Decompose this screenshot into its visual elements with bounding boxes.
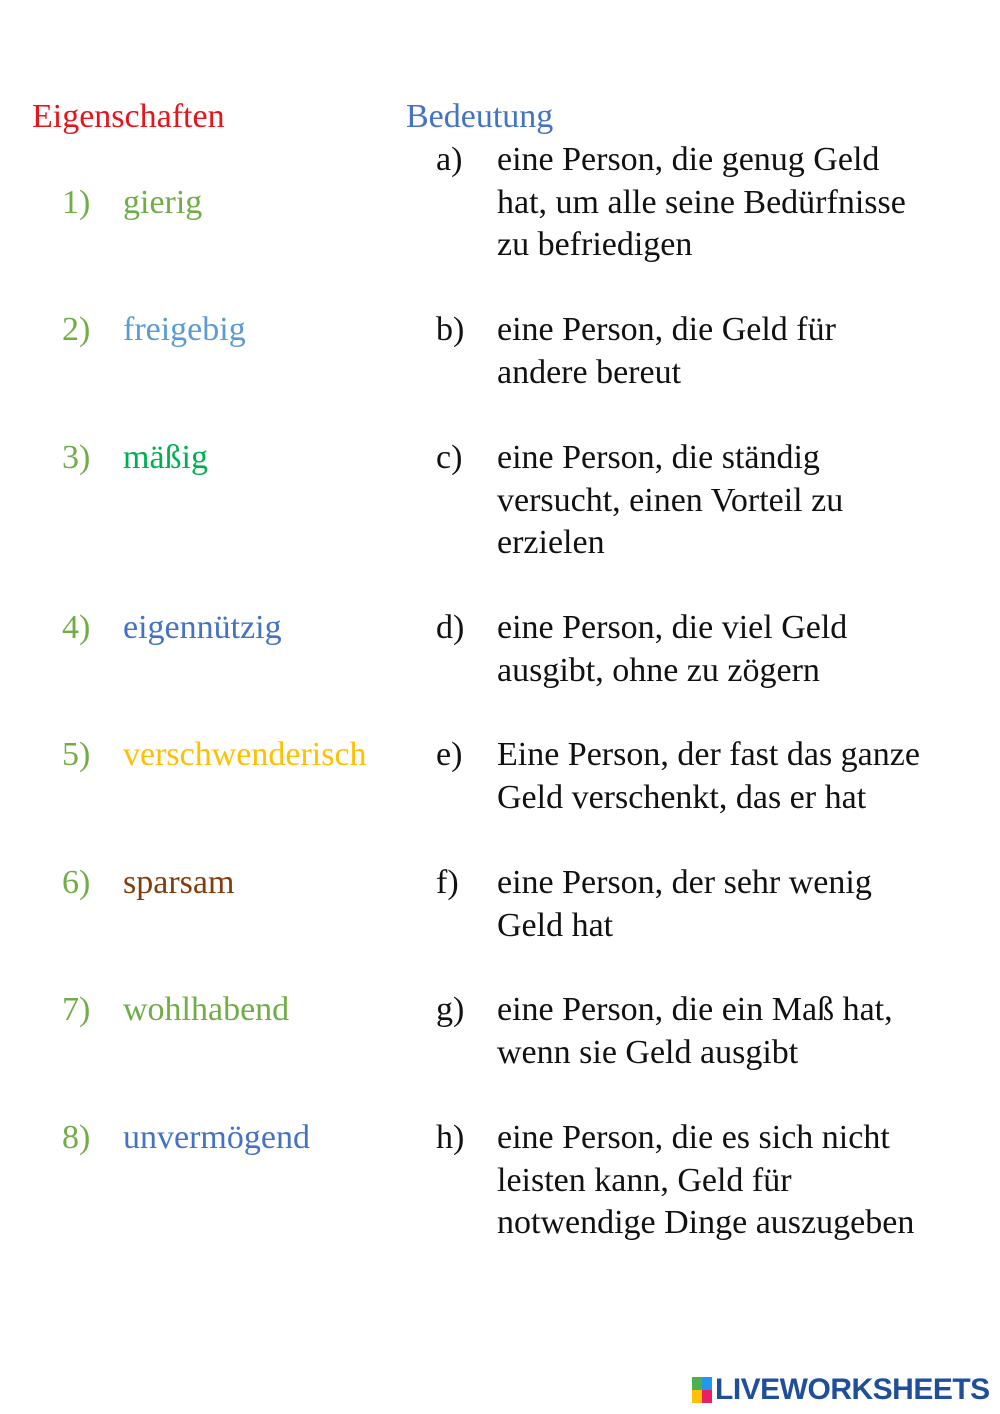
definition-text [497, 309, 967, 394]
definition-letter: g) [436, 991, 465, 1028]
item-number: 6) [62, 864, 91, 901]
definition-text [497, 139, 967, 267]
definition-letter: a) [436, 141, 463, 178]
liveworksheets-logo-icon [692, 1377, 712, 1403]
item-number: 1) [62, 184, 91, 221]
item-number: 4) [62, 609, 91, 646]
definition-line: Eine Person, der fast das ganze [497, 736, 920, 773]
definition-letter: e) [436, 736, 463, 773]
definition-line: eine Person, die viel Geld [497, 609, 848, 646]
item-number: 3) [62, 439, 91, 476]
liveworksheets-logo-text: LIVEWORKSHEETS [715, 1373, 990, 1406]
definition-text [497, 437, 967, 565]
item-word: eigennützig [123, 609, 282, 646]
definition-letter: c) [436, 439, 463, 476]
definition-text [497, 734, 967, 819]
definition-text [497, 607, 967, 692]
item-number: 5) [62, 736, 91, 773]
definition-line: eine Person, die ein Maß hat, [497, 991, 893, 1028]
logo-mark-tile [692, 1390, 702, 1403]
definition-line: eine Person, die genug Geld [497, 141, 880, 178]
definition-line: ausgibt, ohne zu zögern [497, 651, 820, 689]
definition-letter: h) [436, 1119, 465, 1156]
definition-line: eine Person, die Geld für [497, 311, 836, 348]
definition-line: zu befriedigen [497, 226, 693, 263]
item-word: mäßig [123, 439, 208, 476]
item-word: gierig [123, 184, 203, 221]
definition-line: eine Person, der sehr wenig [497, 864, 872, 901]
definition-line: eine Person, die ständig [497, 439, 820, 476]
definition-text [497, 989, 967, 1074]
definition-line: leisten kann, Geld für [497, 1161, 792, 1199]
definition-letter: d) [436, 609, 465, 646]
item-word: verschwenderisch [123, 736, 367, 773]
definition-line: Geld hat [497, 906, 614, 944]
eigenschaften-header: Eigenschaften [32, 98, 225, 135]
definition-line: Geld verschenkt, das er hat [497, 778, 867, 816]
logo-mark-tile [692, 1377, 702, 1390]
item-number: 2) [62, 311, 91, 348]
definition-line: notwendige Dinge auszugeben [497, 1204, 915, 1241]
item-word: freigebig [123, 311, 246, 348]
definition-line: hat, um alle seine Bedürfnisse [497, 183, 906, 221]
definition-line: andere bereut [497, 353, 682, 391]
item-number: 8) [62, 1119, 91, 1156]
definition-text [497, 862, 967, 947]
definition-letter: b) [436, 311, 465, 348]
item-number: 7) [62, 991, 91, 1028]
item-word: sparsam [123, 864, 235, 901]
bedeutung-header: Bedeutung [406, 98, 554, 135]
liveworksheets-logo [692, 1372, 990, 1408]
logo-mark-tile [702, 1390, 712, 1403]
definition-letter: f) [436, 864, 459, 901]
item-word: wohlhabend [123, 991, 290, 1028]
definition-line: versucht, einen Vorteil zu [497, 481, 844, 519]
definition-line: wenn sie Geld ausgibt [497, 1033, 799, 1071]
definition-line: eine Person, die es sich nicht [497, 1119, 890, 1156]
item-word: unvermögend [123, 1119, 310, 1156]
definition-text [497, 1117, 967, 1245]
definition-line: erzielen [497, 524, 605, 561]
logo-mark-tile [702, 1377, 712, 1390]
